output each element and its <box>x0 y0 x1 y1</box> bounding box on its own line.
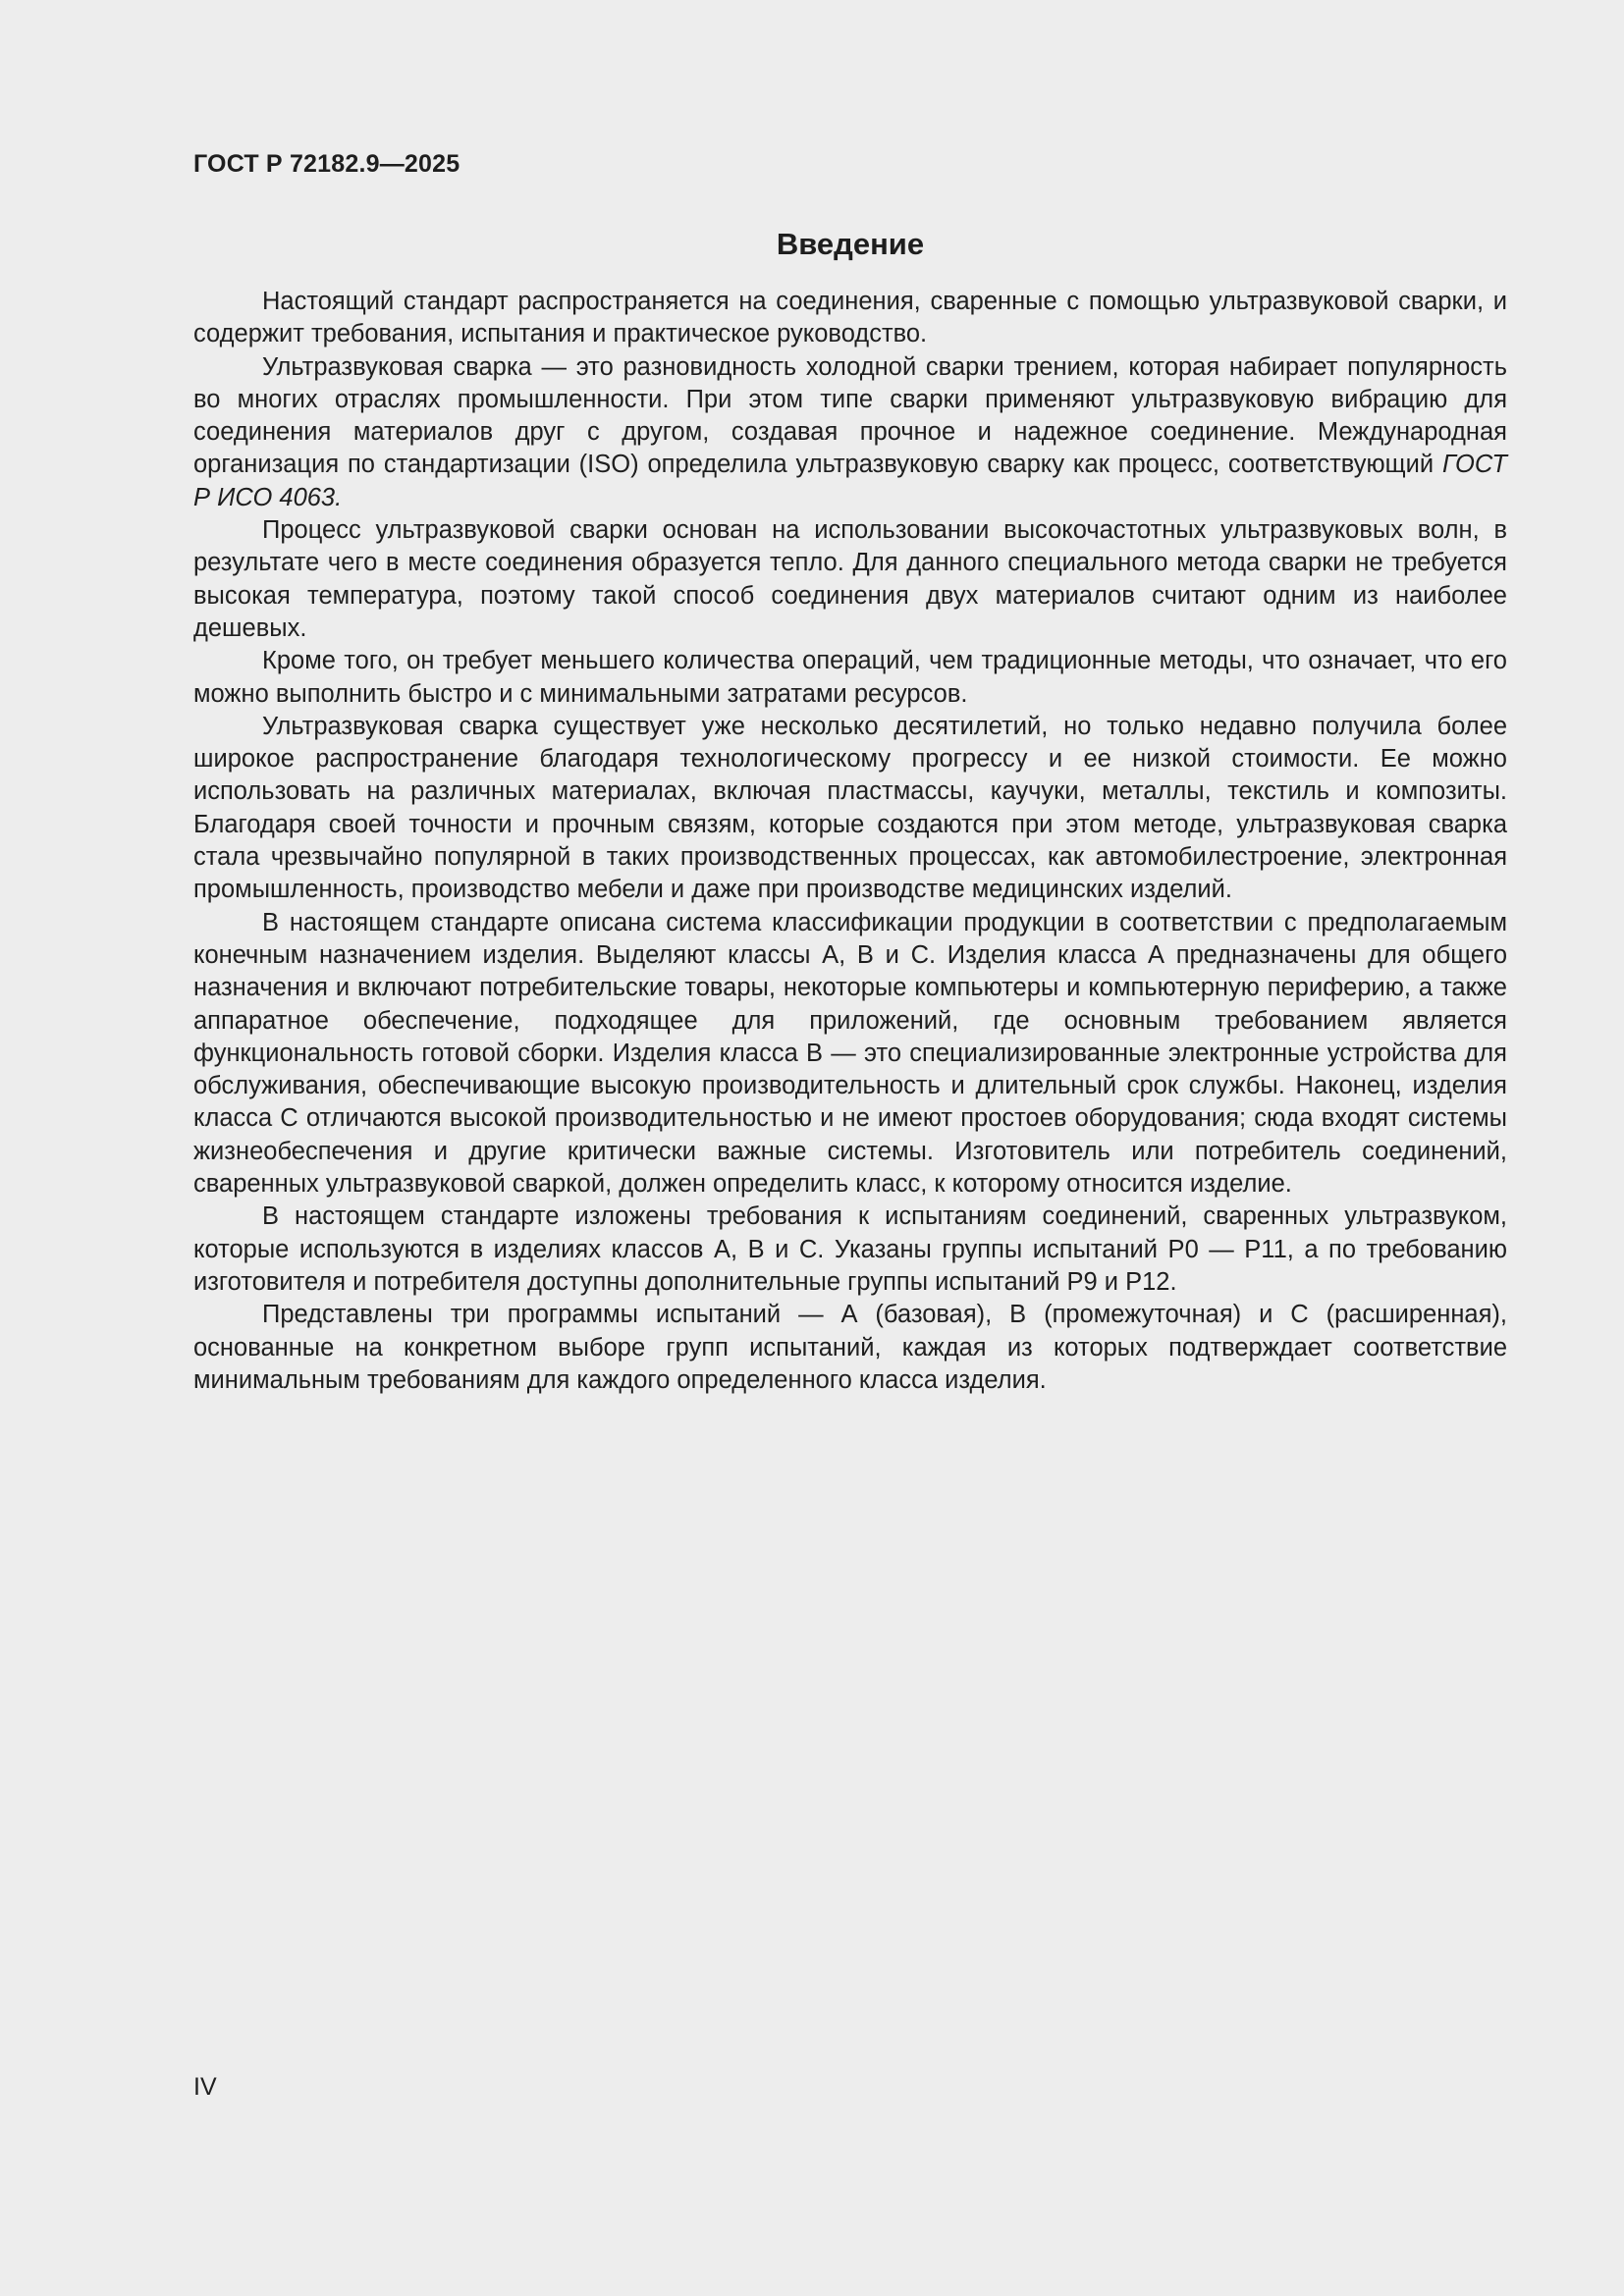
paragraph-definition-text: Ультразвуковая сварка — это разновидность холодной сварки трением, которая набирает популярность во многих отраслях промышленности. При этом типе сварки применяют ультразвуковую вибрацию для соединения материалов друг с другом, создавая прочное и надежное соединение. Международная организация по стандартизации (ISO) определила ультразвуковую сварку как процесс, соответствующий <box>193 352 1507 479</box>
document-number-header: ГОСТ Р 72182.9—2025 <box>193 150 460 178</box>
page-number: IV <box>193 2073 217 2101</box>
paragraph-test-requirements: В настоящем стандарте изложены требования к испытаниям соединений, сваренных ультразвуком, которые используются в изделиях классов А, В и С. Указаны группы испытаний Р0 — Р11, а по требованию изготовителя и потребителя доступны дополнительные группы испытаний Р9 и Р12. <box>193 1202 1507 1296</box>
paragraph-definition <box>193 351 1507 514</box>
paragraph-operations: Кроме того, он требует меньшего количества операций, чем традиционные методы, что означает, что его можно выполнить быстро и с минимальными затратами ресурсов. <box>193 647 1507 708</box>
paragraph-scope: Настоящий стандарт распространяется на соединения, сваренные с помощью ультразвуковой сварки, и содержит требования, испытания и практическое руководство. <box>193 288 1507 348</box>
paragraph-test-programs: Представлены три программы испытаний — А (базовая), В (промежуточная) и С (расширенная), основанные на конкретном выборе групп испытаний, каждая из которых подтверждает соответствие минимальным требованиям для каждого определенного класса изделия. <box>193 1301 1507 1394</box>
paragraph-classification: В настоящем стандарте описана система классификации продукции в соответствии с предполагаемым конечным назначением изделия. Выделяют классы А, В и С. Изделия класса А предназначены для общего назначения и включают потребительские товары, некоторые компьютеры и компьютерную периферию, а также аппаратное обеспечение, подходящее для приложений, где основным требованием является функциональность готовой сборки. Изделия класса В — это специализированные электронные устройства для обслуживания, обеспечивающие высокую производительность и длительный срок службы. Наконец, изделия класса С отличаются высокой производительностью и не имеют простоев оборудования; сюда входят системы жизнеобеспечения и другие критически важные системы. Изготовитель или потребитель соединений, сваренных ультразвуковой сваркой, должен определить класс, к которому относится изделие. <box>193 908 1507 1199</box>
paragraph-process: Процесс ультразвуковой сварки основан на использовании высокочастотных ультразвуковых волн, в результате чего в месте соединения образуется тепло. Для данного специального метода сварки не требуется высокая температура, поэтому такой способ соединения двух материалов считают одним из наиболее дешевых. <box>193 516 1507 642</box>
section-title: Введение <box>776 227 925 261</box>
introduction-body <box>193 286 1507 1397</box>
standard-reference: ГОСТ Р ИСО 4063. <box>193 451 1507 511</box>
paragraph-history: Ультразвуковая сварка существует уже несколько десятилетий, но только недавно получила более широкое распространение благодаря технологическому прогрессу и ее низкой стоимости. Ее можно использовать на различных материалах, включая пластмассы, каучуки, металлы, текстиль и композиты. Благодаря своей точности и прочным связям, которые создаются при этом методе, ультразвуковая сварка стала чрезвычайно популярной в таких производственных процессах, как автомобилестроение, электронная промышленность, производство мебели и даже при производстве медицинских изделий. <box>193 712 1507 904</box>
